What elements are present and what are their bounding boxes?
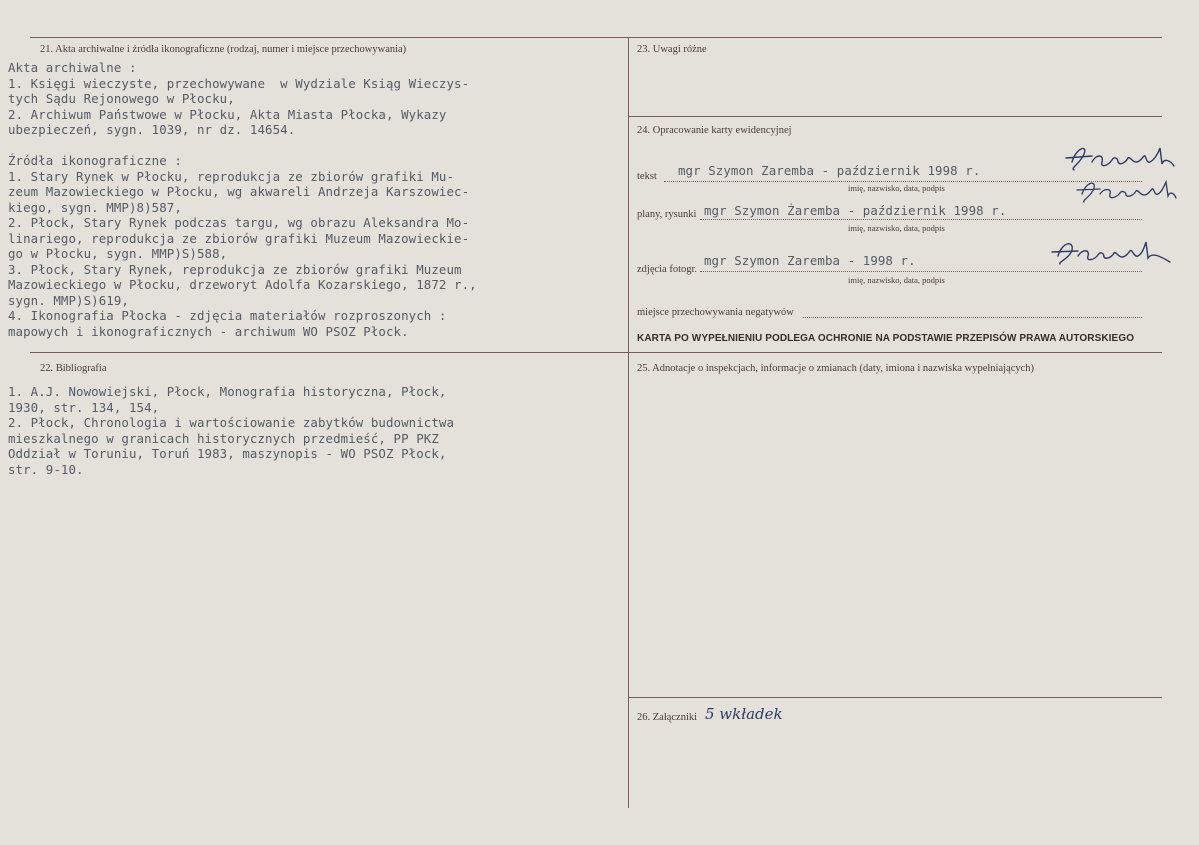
top-rule: [30, 37, 1162, 38]
section-21-heading: 21. Akta archiwalne i źródła ikonograficzne (rodzaj, numer i miejsce przechowywania): [40, 44, 407, 55]
photos-author-label: zdjęcia fotogr.: [637, 264, 698, 275]
signature-icon: [1074, 176, 1178, 206]
text-author-line: [664, 181, 1142, 182]
section-24-heading: 24. Opracowanie karty ewidencyjnej: [637, 125, 792, 136]
section-21-text: Akta archiwalne : 1. Księgi wieczyste, przechowywane w Wydziale Ksiąg Wieczys- tych Sądu Rejonowego w Płocku, 2. Archiwum Państwowe w Płocku, Akta Miasta Płocka, Wykazy ubezpieczeń, sygn. 1039, nr dz. 14654. Źródła ikonograficzne : 1. Stary Rynek w Płocku, reprodukcja ze zbiorów grafiki Mu- zeum Mazowieckiego w Płocku, wg akwareli Andrzeja Karszowiec- kiego, sygn. MMP)8)587, 2. Płock, Stary Rynek podczas targu, wg obrazu Aleksandra Mo- linariego, reprodukcja ze zbiorów grafiki Muzeum Mazowieckie- go w Płocku, sygn. MMP)S)588, 3. Płock, Stary Rynek, reprodukcja ze zbiorów grafiki Muzeum Mazowieckiego w Płocku, drzeworyt Adolfa Kozarskiego, 1872 r., sygn. MMP)S)619, 4. Ikonografia Płocka - zdjęcia materiałów rozproszonych : mapowych i ikonograficznych - archiwum WO PSOZ Płock.: [8, 60, 477, 339]
text-author-value: mgr Szymon Zaremba - październik 1998 r.: [678, 163, 981, 178]
plans-author-line: [700, 219, 1142, 220]
photos-author-caption: imię, nazwisko, data, podpis: [848, 275, 945, 285]
photos-author-line: [700, 271, 1142, 272]
section-23-heading: 23. Uwagi różne: [637, 44, 707, 55]
center-divider: [628, 37, 629, 808]
text-author-caption: imię, nazwisko, data, podpis: [848, 183, 945, 193]
negatives-line: [803, 317, 1142, 318]
plans-author-caption: imię, nazwisko, data, podpis: [848, 223, 945, 233]
section-26-heading: 26. Załączniki: [637, 712, 698, 723]
right-rule-25-26: [628, 697, 1162, 698]
signature-icon: [1062, 140, 1178, 176]
photos-author-value: mgr Szymon Zaremba - 1998 r.: [704, 253, 916, 268]
middle-rule: [30, 352, 1162, 353]
section-25-heading: 25. Adnotacje o inspekcjach, informacje o zmianach (daty, imiona i nazwiska wypełniających): [637, 363, 1035, 374]
attachments-handwritten: 5 wkładek: [705, 705, 783, 723]
plans-author-value: mgr Szymon Żaremba - październik 1998 r.: [704, 203, 1007, 218]
text-author-label: tekst: [637, 171, 657, 182]
right-rule-23-24: [628, 116, 1162, 117]
signature-icon: [1048, 236, 1176, 268]
negatives-label: miejsce przechowywania negatywów: [637, 307, 794, 318]
section-22-heading: 22. Bibliografia: [40, 363, 107, 374]
section-22-text: 1. A.J. Nowowiejski, Płock, Monografia historyczna, Płock, 1930, str. 134, 154, 2. Płock, Chronologia i wartościowanie zabytków budownictwa mieszkalnego w granicach historycznych przedmieść, PP PKZ Oddział w Toruniu, Toruń 1983, maszynopis - WO PSOZ Płock, str. 9-10.: [8, 384, 455, 477]
copyright-notice: KARTA PO WYPEŁNIENIU PODLEGA OCHRONIE NA PODSTAWIE PRZEPISÓW PRAWA AUTORSKIEGO: [637, 333, 1135, 344]
plans-author-label: plany, rysunki: [637, 209, 697, 220]
